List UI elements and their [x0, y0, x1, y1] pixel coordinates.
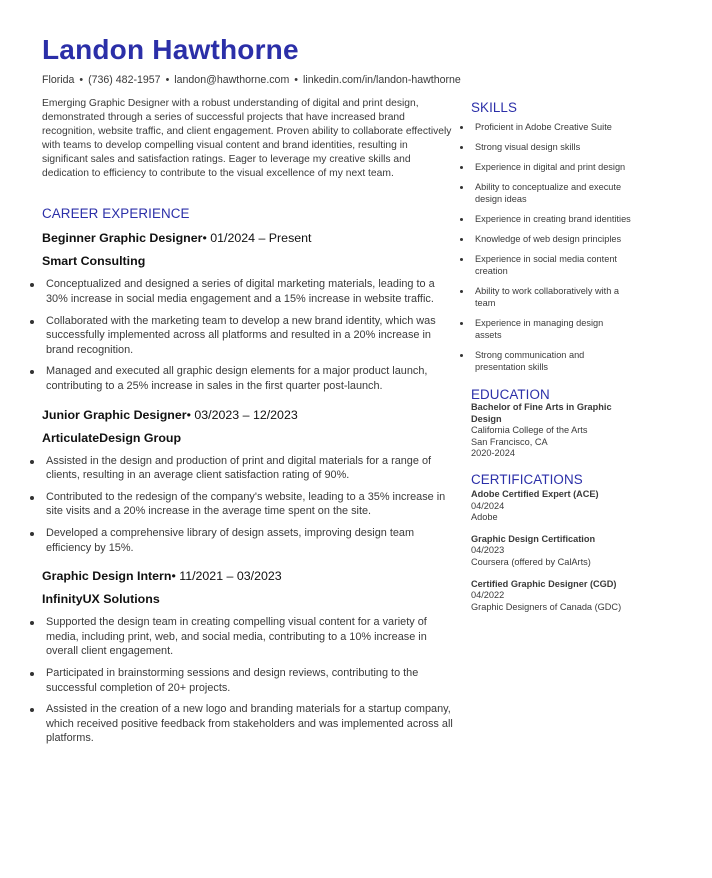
job-bullet: Contributed to the redesign of the company's website, leading to a 35% increase in site visits and a 20% increase in the average time spent on the site.	[42, 490, 454, 519]
certification-entry	[471, 489, 631, 524]
skill-item: Ability to conceptualize and execute design ideas	[471, 181, 631, 205]
contact-separator: •	[79, 74, 84, 86]
job-bullets	[42, 277, 454, 393]
skill-item: Experience in digital and print design	[471, 161, 631, 173]
education-degree: Bachelor of Fine Arts in Graphic Design	[471, 402, 612, 424]
side-column	[471, 100, 631, 613]
job-role: Graphic Design Intern	[42, 569, 172, 584]
job-role: Beginner Graphic Designer	[42, 231, 203, 246]
job-dates: • 03/2023 – 12/2023	[186, 407, 298, 422]
candidate-name: Landon Hawthorne	[42, 34, 299, 65]
certification-issuer: Coursera (offered by CalArts)	[471, 556, 591, 567]
contact-email[interactable]: landon@hawthorne.com	[174, 74, 290, 86]
certifications-section-title: CERTIFICATIONS	[471, 471, 583, 487]
contact-linkedin[interactable]: linkedin.com/in/landon-hawthorne	[303, 74, 461, 86]
certification-name: Certified Graphic Designer (CGD)	[471, 578, 617, 589]
education-section-title: EDUCATION	[471, 387, 550, 402]
job-bullet: Collaborated with the marketing team to develop a new brand identity, which was successfully implemented across all platforms and resulted in a 20% increase in brand recognition.	[42, 314, 454, 358]
job-company: InfinityUX Solutions	[42, 592, 160, 607]
job-entry	[42, 231, 454, 393]
skills-section-title: SKILLS	[471, 100, 518, 115]
job-company: Smart Consulting	[42, 254, 146, 269]
experience-section-title: CAREER EXPERIENCE	[42, 206, 190, 222]
certification-date: 04/2024	[471, 500, 505, 511]
job-company: ArticulateDesign Group	[42, 430, 182, 445]
job-bullet: Managed and executed all graphic design elements for a major product launch, contributing to a 25% increase in sales in the first quarter post-launch.	[42, 364, 454, 393]
certification-name: Graphic Design Certification	[471, 533, 596, 544]
job-role: Junior Graphic Designer	[42, 407, 187, 422]
certification-issuer: Graphic Designers of Canada (GDC)	[471, 601, 622, 612]
education-years: 2020-2024	[471, 448, 515, 459]
certification-entry	[471, 579, 631, 614]
education-location: San Francisco, CA	[471, 436, 548, 447]
job-bullet: Assisted in the creation of a new logo and branding materials for a startup company, which received positive feedback from stakeholders and was implemented across all platforms.	[42, 702, 454, 746]
certification-name: Adobe Certified Expert (ACE)	[471, 488, 599, 499]
skill-item: Proficient in Adobe Creative Suite	[471, 121, 631, 133]
skill-item: Strong communication and presentation skills	[471, 349, 631, 373]
skills-list	[471, 121, 631, 373]
certification-date: 04/2022	[471, 590, 505, 601]
contact-separator: •	[294, 74, 298, 86]
certification-date: 04/2023	[471, 545, 505, 556]
job-bullet: Assisted in the design and production of print and digital materials for a range of clients, resulting in an average client satisfaction rating of 90%.	[42, 454, 454, 483]
job-entry	[42, 569, 454, 746]
contact-line	[42, 74, 461, 86]
job-bullet: Developed a comprehensive library of design assets, improving design team efficiency by 15%.	[42, 526, 454, 555]
job-bullet: Participated in brainstorming sessions and design reviews, contributing to the successful completion of 20+ projects.	[42, 666, 454, 695]
job-bullet: Supported the design team in creating compelling visual content for a variety of media, including print, web, and social media, contributing to a 10% increase in overall client engagement.	[42, 615, 454, 659]
contact-separator: •	[165, 74, 170, 86]
job-bullets	[42, 454, 454, 556]
skill-item: Experience in managing design assets	[471, 317, 631, 341]
skill-item: Knowledge of web design principles	[471, 233, 631, 245]
job-dates: • 11/2021 – 03/2023	[171, 569, 282, 584]
certification-issuer: Adobe	[471, 512, 498, 523]
summary-paragraph: Emerging Graphic Designer with a robust understanding of digital and print design, demonstrated through a series of successful projects that have increased brand recognition, website traffic, and client engagement. Proven ability to collaborate effectively with teams to develop compelling visual content and brand identities, resulting in significant sales and satisfaction ratings. Eager to leverage my creative skills and dedication to efficiency to contribute to the visual excellence of my next team.	[42, 98, 452, 179]
job-dates: • 01/2024 – Present	[202, 231, 312, 246]
skill-item: Experience in creating brand identities	[471, 213, 631, 225]
job-header	[42, 231, 454, 245]
contact-location: Florida	[42, 74, 75, 86]
skill-item: Strong visual design skills	[471, 141, 631, 153]
job-bullets	[42, 615, 454, 746]
education-school: California College of the Arts	[471, 425, 588, 436]
certification-entry	[471, 534, 631, 569]
skill-item: Experience in social media content creation	[471, 253, 631, 277]
skill-item: Ability to work collaboratively with a team	[471, 285, 631, 309]
contact-phone: (736) 482-1957	[88, 74, 161, 86]
main-column	[42, 97, 454, 753]
job-bullet: Conceptualized and designed a series of digital marketing materials, leading to a 30% increase in social media engagement and a 15% increase in website traffic.	[42, 277, 454, 306]
job-header	[42, 408, 454, 422]
job-entry	[42, 408, 454, 556]
job-header	[42, 569, 454, 583]
